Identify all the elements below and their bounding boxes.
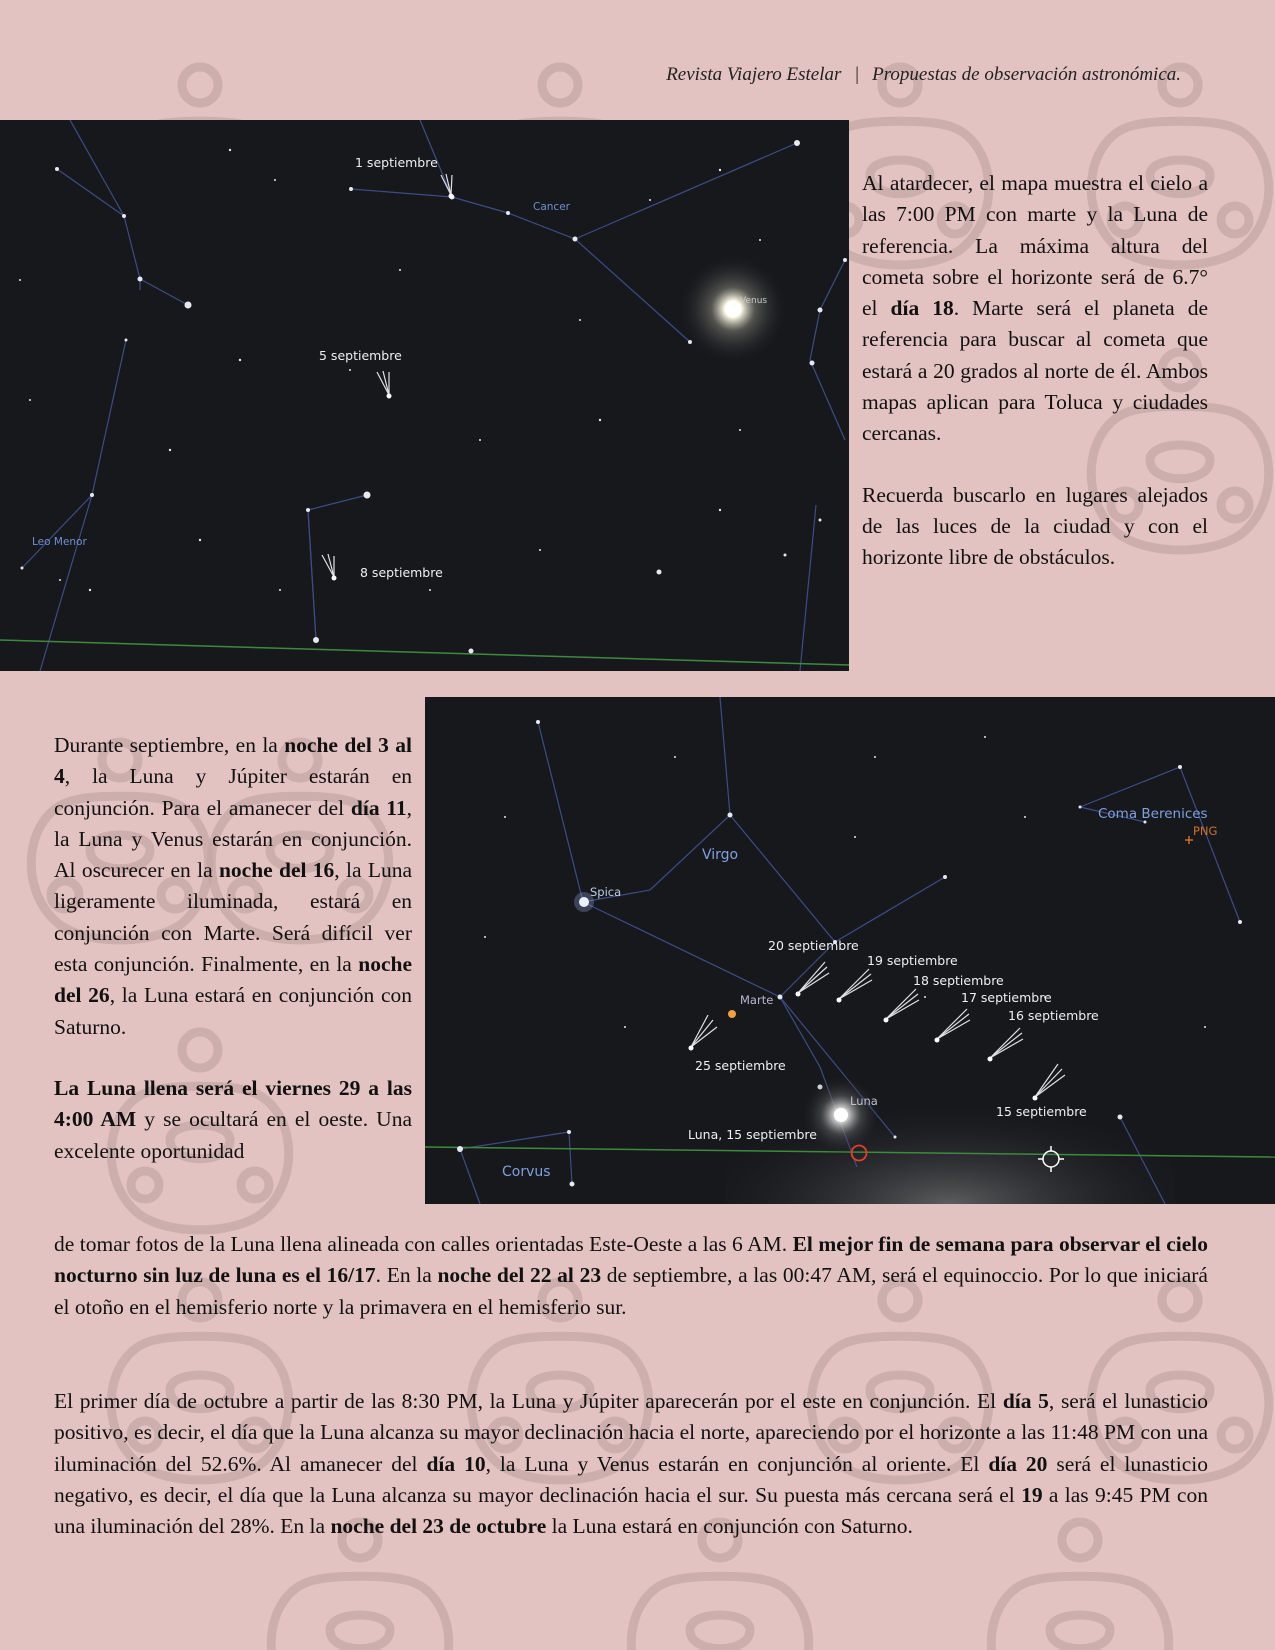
paragraph-recuerda: Recuerda buscarlo en lugares alejados de las luces de la ciudad y con el horizonte libre de obstáculos. bbox=[862, 482, 1208, 570]
label-1-septiembre: 1 septiembre bbox=[355, 155, 438, 170]
text-block-comet-intro bbox=[862, 168, 1208, 604]
label-virgo: Virgo bbox=[702, 847, 739, 863]
header-separator: | bbox=[854, 64, 860, 85]
label-marte: Marte bbox=[740, 993, 774, 1007]
text-block-conjunctions bbox=[54, 730, 412, 1167]
label-spica: Spica bbox=[590, 885, 622, 899]
label-leo-menor: Leo Menor bbox=[32, 536, 87, 548]
label-25-septiembre: 25 septiembre bbox=[695, 1058, 786, 1073]
paragraph-luna-llena: La Luna llena será el viernes 29 a las 4:00 AM y se ocultará en el oeste. Una excelente oportunidad bbox=[54, 1075, 412, 1163]
page-header bbox=[666, 64, 1181, 86]
label-coma-berenices: Coma Berenices bbox=[1098, 806, 1208, 822]
paragraph-durante-septiembre: Durante septiembre, en la noche del 3 al 4, la Luna y Júpiter estarán en conjunción. Para el amanecer del día 11, la Luna y Venus estarán en conjunción. Al oscurecer en la noche del 16, la Luna ligeramente iluminada, estará en conjunción con Marte. Será difícil ver esta conjunción. Finalmente, en la noche del 26, la Luna estará en conjunción con Saturno. bbox=[54, 733, 412, 1039]
label-corvus: Corvus bbox=[502, 1164, 551, 1180]
label-15-septiembre: 15 septiembre bbox=[996, 1104, 1087, 1119]
label-luna: Luna bbox=[850, 1094, 878, 1108]
sky-map-comet-late bbox=[425, 697, 1275, 1204]
label-png: PNG bbox=[1193, 824, 1218, 838]
label-16-septiembre: 16 septiembre bbox=[1008, 1008, 1099, 1023]
label-5-septiembre: 5 septiembre bbox=[319, 348, 402, 363]
label-luna-15-septiembre: Luna, 15 septiembre bbox=[688, 1127, 817, 1142]
label-19-septiembre: 19 septiembre bbox=[867, 953, 958, 968]
label-18-septiembre: 18 septiembre bbox=[913, 973, 1004, 988]
text-block-equinox bbox=[54, 1229, 1208, 1323]
magazine-title: Revista Viajero Estelar bbox=[666, 64, 842, 85]
paragraph-octubre: El primer día de octubre a partir de las 8:30 PM, la Luna y Júpiter aparecerán por el este en conjunción. El día 5, será el lunasticio positivo, es decir, el día que la Luna alcanza su mayor declinación hacia el norte, apareciendo por el horizonte a las 11:48 PM con una iluminación del 52.6%. Al amanecer del día 10, la Luna y Venus estarán en conjunción al oriente. El día 20 será el lunasticio negativo, es decir, el día que la Luna alcanza su mayor declinación hacia el sur. Su puesta más cercana será el 19 a las 9:45 PM con una iluminación del 28%. En la noche del 23 de octubre la Luna estará en conjunción con Saturno. bbox=[54, 1389, 1208, 1539]
label-20-septiembre: 20 septiembre bbox=[768, 938, 859, 953]
label-8-septiembre: 8 septiembre bbox=[360, 565, 443, 580]
sky-map-comet-early bbox=[0, 120, 849, 671]
paragraph-fotos-luna: de tomar fotos de la Luna llena alineada con calles orientadas Este-Oeste a las 6 AM. El mejor fin de semana para observar el cielo nocturno sin luz de luna es el 16/17. En la noche del 22 al 23 de septiembre, a las 00:47 AM, será el equinoccio. Por lo que iniciará el otoño en el hemisferio norte y la primavera en el hemisferio sur. bbox=[54, 1232, 1208, 1319]
label-17-septiembre: 17 septiembre bbox=[961, 990, 1052, 1005]
paragraph-atardecer: Al atardecer, el mapa muestra el cielo a las 7:00 PM con marte y la Luna de referencia. La máxima altura del cometa sobre el horizonte será de 6.7° el día 18. Marte será el planeta de referencia para buscar al cometa que estará a 20 grados al norte de él. Ambos mapas aplican para Toluca y ciudades cercanas. bbox=[862, 171, 1208, 446]
comet-tails-map1 bbox=[322, 174, 452, 577]
header-subtitle: Propuestas de observación astronómica. bbox=[872, 64, 1181, 85]
text-block-october bbox=[54, 1386, 1208, 1542]
label-cancer: Cancer bbox=[533, 201, 570, 213]
label-venus: Venus bbox=[740, 296, 768, 306]
